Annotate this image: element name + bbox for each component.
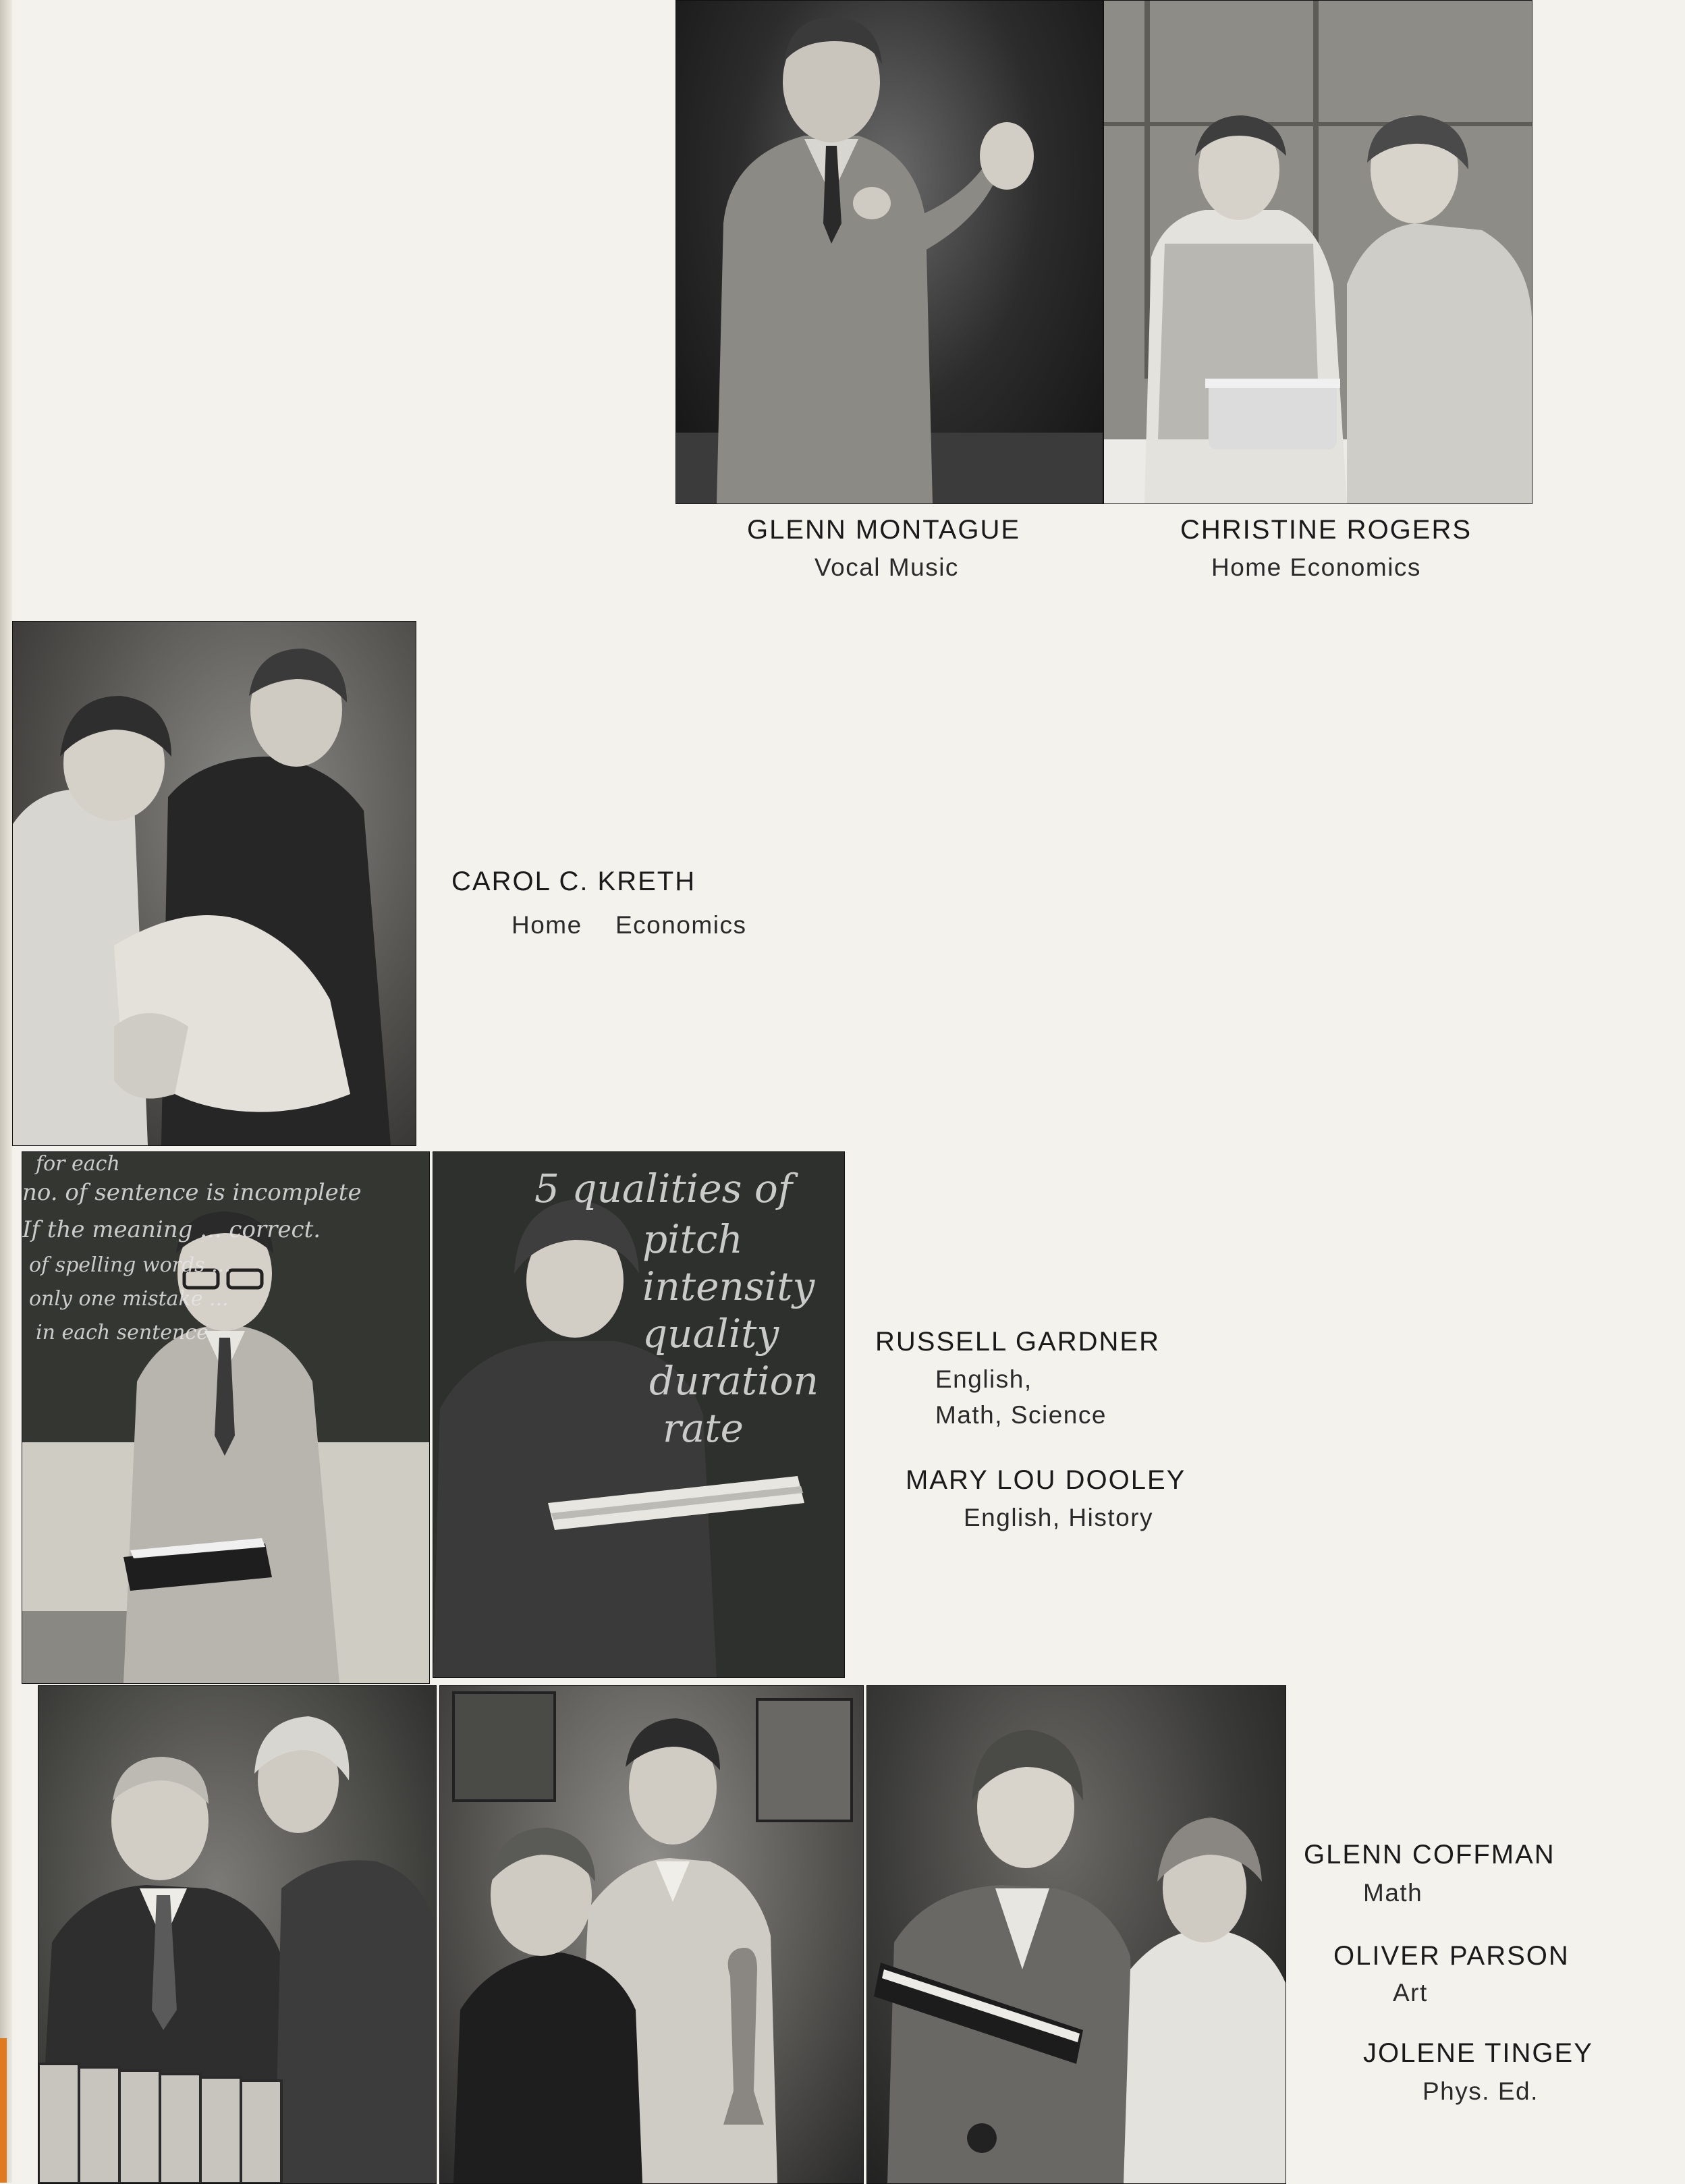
subject-carol-kreth-part1: Home <box>512 911 582 939</box>
chalkboard-gardner-line-3: If the meaning ... correct. <box>22 1216 321 1243</box>
photo-glenn-coffman <box>38 1685 437 2184</box>
photo-russell-gardner <box>22 1151 430 1684</box>
chalkboard-dooley-line-6: rate <box>663 1405 744 1451</box>
photo-oliver-parson <box>439 1685 864 2184</box>
photo-jolene-tingey <box>866 1685 1286 2184</box>
photo-glenn-montague <box>675 0 1103 504</box>
subject-carol-kreth-part2: Economics <box>615 911 747 939</box>
chalkboard-gardner-line-2: no. of sentence is incomplete <box>22 1179 362 1206</box>
chalkboard-dooley-line-2: pitch <box>642 1216 743 1262</box>
name-oliver-parson: OLIVER PARSON <box>1333 1941 1570 1971</box>
name-russell-gardner: RUSSELL GARDNER <box>875 1327 1160 1357</box>
chalkboard-dooley-line-1: 5 qualities of <box>534 1166 793 1211</box>
name-glenn-coffman: GLENN COFFMAN <box>1304 1840 1555 1869</box>
chalkboard-dooley-line-5: duration <box>649 1358 819 1404</box>
page-tab-marker <box>0 2038 7 2183</box>
subject-jolene-tingey: Phys. Ed. <box>1422 2077 1539 2105</box>
chalkboard-gardner-line-5: only one mistake ... <box>29 1287 229 1311</box>
subject-christine-rogers: Home Economics <box>1211 553 1421 581</box>
name-carol-kreth: CAROL C. KRETH <box>451 867 696 896</box>
name-jolene-tingey: JOLENE TINGEY <box>1363 2038 1593 2068</box>
name-christine-rogers: CHRISTINE ROGERS <box>1180 515 1472 545</box>
subject-glenn-coffman: Math <box>1363 1879 1423 1907</box>
subject-oliver-parson: Art <box>1393 1979 1428 2006</box>
chalkboard-gardner-line-4: of spelling words ... <box>29 1253 231 1277</box>
subject-russell-gardner-line2: Math, Science <box>935 1401 1107 1429</box>
photo-mary-lou-dooley <box>433 1151 845 1678</box>
chalkboard-gardner-line-6: in each sentence. <box>36 1321 215 1344</box>
chalkboard-dooley-line-3: intensity <box>642 1263 815 1309</box>
subject-russell-gardner-line1: English, <box>935 1365 1032 1393</box>
chalkboard-dooley-line-4: quality <box>642 1311 779 1357</box>
photo-carol-kreth <box>12 621 416 1146</box>
name-mary-lou-dooley: MARY LOU DOOLEY <box>906 1465 1186 1495</box>
subject-mary-lou-dooley: English, History <box>964 1504 1154 1531</box>
chalkboard-gardner-line-1: for each <box>36 1152 120 1176</box>
page-binding-edge <box>0 0 12 2183</box>
subject-glenn-montague: Vocal Music <box>814 553 959 581</box>
name-glenn-montague: GLENN MONTAGUE <box>747 515 1021 545</box>
photo-christine-rogers <box>1103 0 1532 504</box>
